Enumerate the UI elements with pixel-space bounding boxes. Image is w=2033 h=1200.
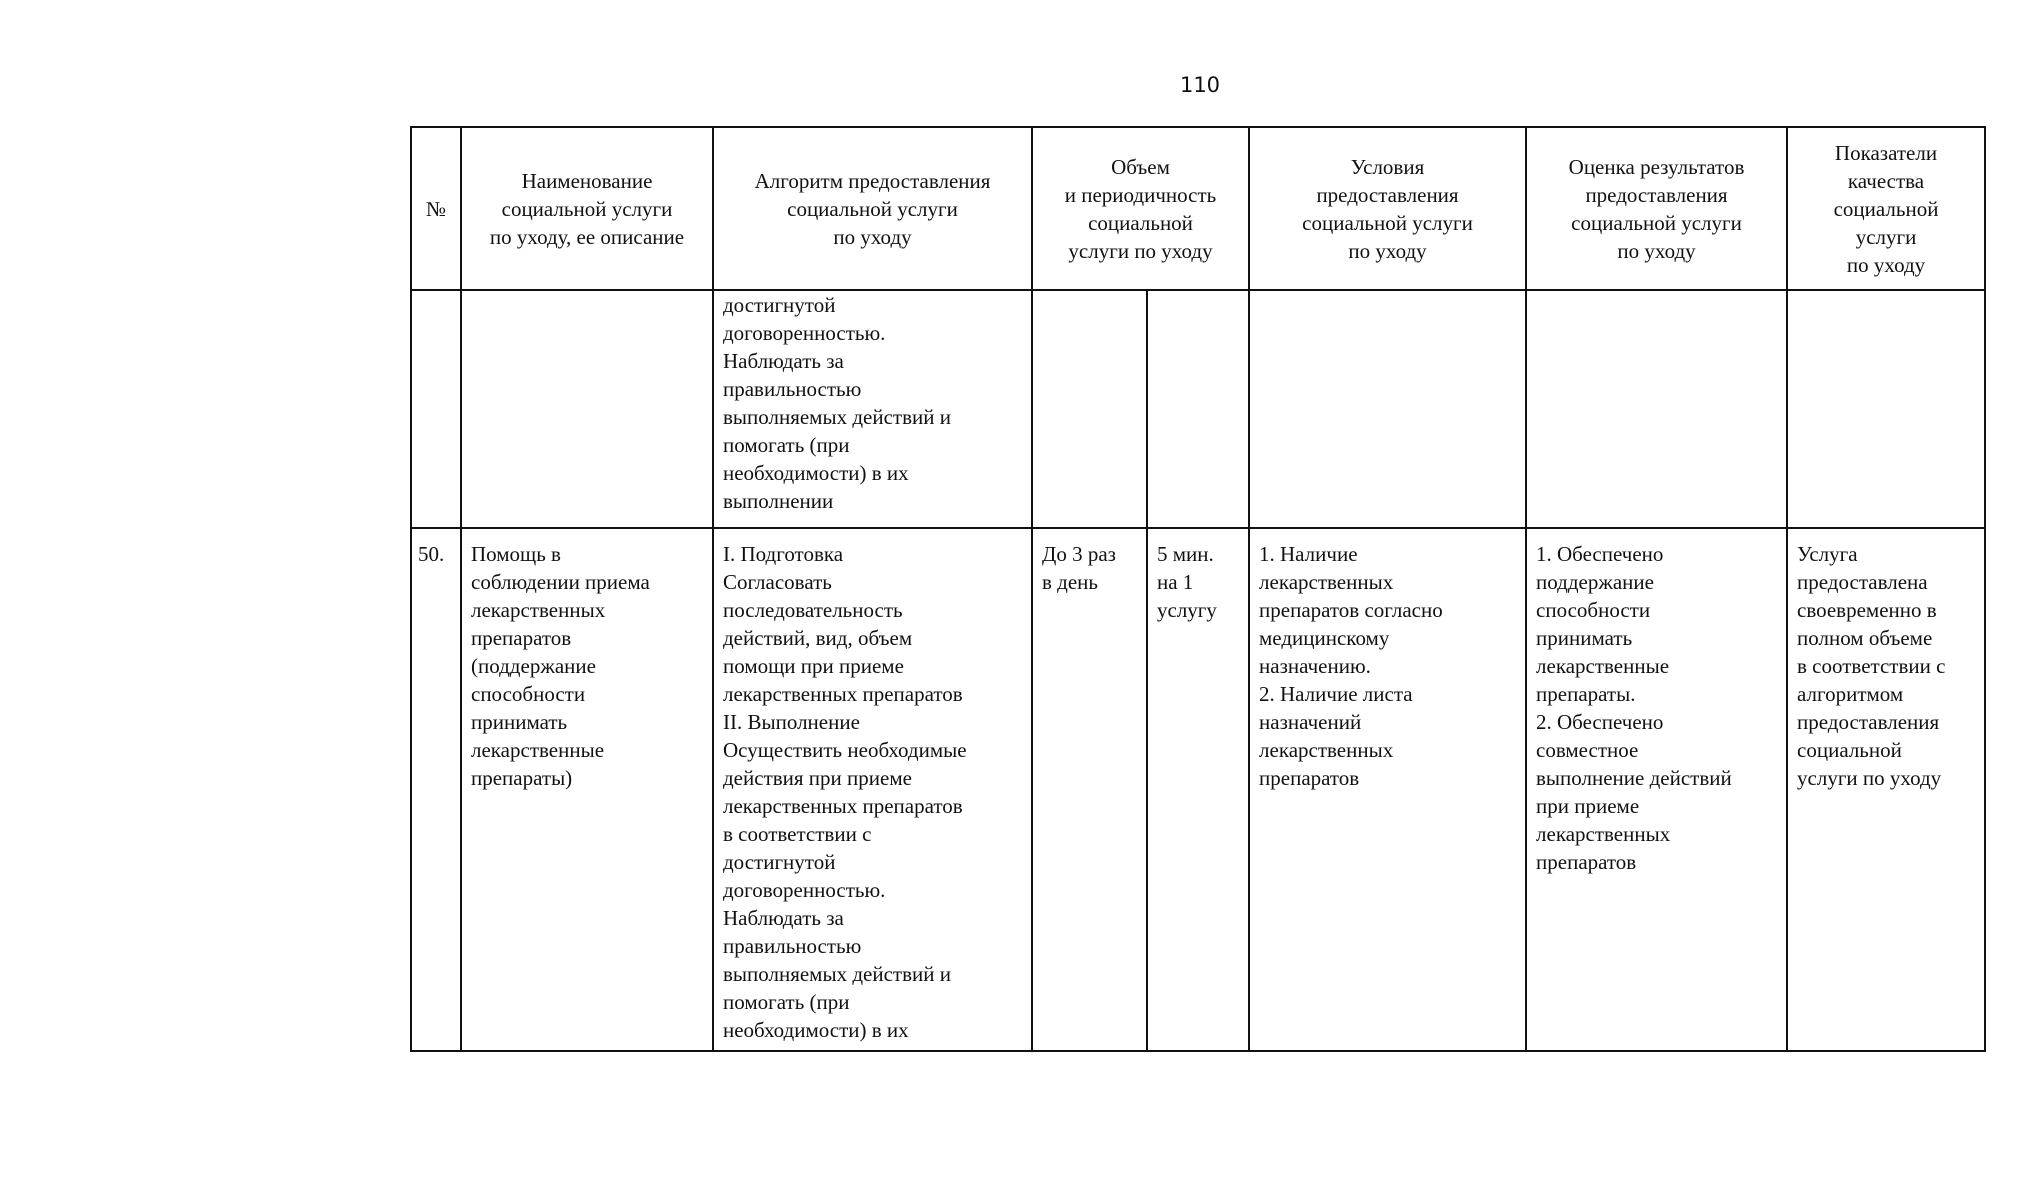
cell-evaluation — [1526, 528, 1787, 1051]
text-line: Услуга — [1797, 542, 1858, 566]
text-line: лекарственных препаратов — [723, 794, 963, 818]
text-line: принимать — [471, 710, 568, 734]
cell-conditions — [1249, 528, 1526, 1051]
algorithm-text — [723, 540, 1022, 1044]
header-line: по уходу — [1348, 238, 1427, 263]
text-line: помощи при приеме — [723, 654, 904, 678]
cell-periodicity — [1147, 528, 1249, 1051]
text-line: договоренностью. — [723, 878, 886, 902]
cell-algorithm — [713, 290, 1032, 528]
cell-service-name — [461, 290, 713, 528]
text-line: медицинскому — [1259, 626, 1390, 650]
cell-indicators — [1787, 528, 1985, 1051]
text-line: 5 мин. — [1157, 542, 1214, 566]
header-line: по уходу — [833, 224, 912, 249]
header-line: Алгоритм предоставления — [754, 168, 991, 193]
text-line: в соответствии с — [1797, 654, 1946, 678]
cell-volume — [1032, 290, 1147, 528]
text-line: принимать — [1536, 626, 1633, 650]
header-volume — [1032, 127, 1249, 290]
text-line: лекарственных — [1536, 822, 1671, 846]
header-line: Наименование — [521, 168, 653, 193]
text-line: соблюдении приема — [471, 570, 650, 594]
header-num: № — [411, 127, 461, 290]
header-line: предоставления — [1316, 182, 1459, 207]
text-line: выполняемых действий и — [723, 405, 951, 429]
text-line: своевременно в — [1797, 598, 1937, 622]
cell-algorithm — [713, 528, 1032, 1051]
cell-service-name — [461, 528, 713, 1051]
table-row-item-50 — [411, 528, 1985, 1051]
page-number: 110 — [1179, 73, 1221, 97]
text-line: необходимости) в их — [723, 461, 909, 485]
text-line: лекарственных — [1259, 570, 1394, 594]
header-line: социальной — [1833, 196, 1939, 221]
text-line: Наблюдать за — [723, 349, 844, 373]
text-line: действия при приеме — [723, 766, 912, 790]
text-line: предоставлена — [1797, 570, 1928, 594]
text-line: лекарственных препаратов — [723, 682, 963, 706]
header-line: социальной услуги — [787, 196, 958, 221]
cell-num: 50. — [411, 528, 461, 1051]
text-line: Помощь в — [471, 542, 561, 566]
text-line: препаратов — [1259, 766, 1360, 790]
header-line: услуги — [1855, 224, 1917, 249]
cell-indicators — [1787, 290, 1985, 528]
text-line: правильностью — [723, 934, 862, 958]
text-line: лекарственные — [471, 738, 605, 762]
text-line: 1. Наличие — [1259, 542, 1358, 566]
text-line: II. Выполнение — [723, 710, 860, 734]
header-line: социальной услуги — [1302, 210, 1473, 235]
header-line: социальной услуги — [501, 196, 673, 221]
header-line: качества — [1847, 168, 1925, 193]
text-line: назначений — [1259, 710, 1362, 734]
text-line: Осуществить необходимые — [723, 738, 967, 762]
header-indicators — [1787, 127, 1985, 290]
text-line: достигнутой — [723, 850, 836, 874]
text-line: препаратов — [471, 626, 572, 650]
text-line: 2. Обеспечено — [1536, 710, 1664, 734]
text-line: выполняемых действий и — [723, 962, 951, 986]
text-line: 1. Обеспечено — [1536, 542, 1664, 566]
text-line: необходимости) в их — [723, 1018, 909, 1042]
header-line: по уходу — [1617, 238, 1696, 263]
header-line: Объем — [1111, 154, 1170, 179]
text-line: помогать (при — [723, 990, 850, 1014]
text-line: услугу — [1157, 598, 1217, 622]
header-line: по уходу — [1846, 252, 1926, 277]
header-line: Оценка результатов — [1568, 154, 1745, 179]
text-line: полном объеме — [1797, 626, 1933, 650]
text-line: 2. Наличие листа — [1259, 682, 1413, 706]
text-line: правильностью — [723, 377, 862, 401]
text-line: I. Подготовка — [723, 542, 844, 566]
header-line: услуги по уходу — [1068, 238, 1213, 263]
text-line: алгоритмом — [1797, 682, 1904, 706]
header-line: социальной — [1088, 210, 1193, 235]
text-line: в день — [1042, 570, 1098, 594]
text-line: в соответствии с — [723, 822, 872, 846]
text-line: последовательность — [723, 598, 903, 622]
text-line: способности — [471, 682, 586, 706]
cell-periodicity — [1147, 290, 1249, 528]
text-line: выполнении — [723, 489, 834, 513]
text-line: назначению. — [1259, 654, 1371, 678]
header-row — [411, 127, 1985, 290]
header-conditions — [1249, 127, 1526, 290]
cell-evaluation — [1526, 290, 1787, 528]
text-line: услуги по уходу — [1797, 766, 1942, 790]
text-line: на 1 — [1157, 570, 1194, 594]
table-row-continuation — [411, 290, 1985, 528]
header-line: Условия — [1350, 154, 1425, 179]
text-line: препаратов согласно — [1259, 598, 1443, 622]
cell-num — [411, 290, 461, 528]
header-line: и периодичность — [1064, 182, 1217, 207]
text-line: социальной — [1797, 738, 1902, 762]
text-line: помогать (при — [723, 433, 850, 457]
text-line: предоставления — [1797, 710, 1940, 734]
text-line: достигнутой — [723, 293, 836, 317]
header-evaluation — [1526, 127, 1787, 290]
text-line: лекарственные — [1536, 654, 1670, 678]
header-line: Показатели — [1834, 140, 1938, 165]
text-line: Наблюдать за — [723, 906, 844, 930]
text-line: при приеме — [1536, 794, 1640, 818]
text-line: поддержание — [1536, 570, 1654, 594]
text-line: До 3 раз — [1042, 542, 1116, 566]
text-line: совместное — [1536, 738, 1639, 762]
cell-volume — [1032, 528, 1147, 1051]
text-line: препаратов — [1536, 850, 1637, 874]
header-line: социальной услуги — [1571, 210, 1742, 235]
text-line: препараты. — [1536, 682, 1636, 706]
header-line: по уходу, ее описание — [489, 224, 685, 249]
text-line: договоренностью. — [723, 321, 886, 345]
text-line: действий, вид, объем — [723, 626, 913, 650]
social-services-table — [410, 126, 1986, 1052]
header-algorithm — [713, 127, 1032, 290]
text-line: способности — [1536, 598, 1651, 622]
header-line: предоставления — [1585, 182, 1728, 207]
text-line: лекарственных — [1259, 738, 1394, 762]
text-line: лекарственных — [471, 598, 606, 622]
cell-conditions — [1249, 290, 1526, 528]
text-line: (поддержание — [471, 654, 596, 678]
text-line: Согласовать — [723, 570, 832, 594]
text-line: выполнение действий — [1536, 766, 1732, 790]
header-service-name — [461, 127, 713, 290]
text-line: препараты) — [471, 766, 573, 790]
